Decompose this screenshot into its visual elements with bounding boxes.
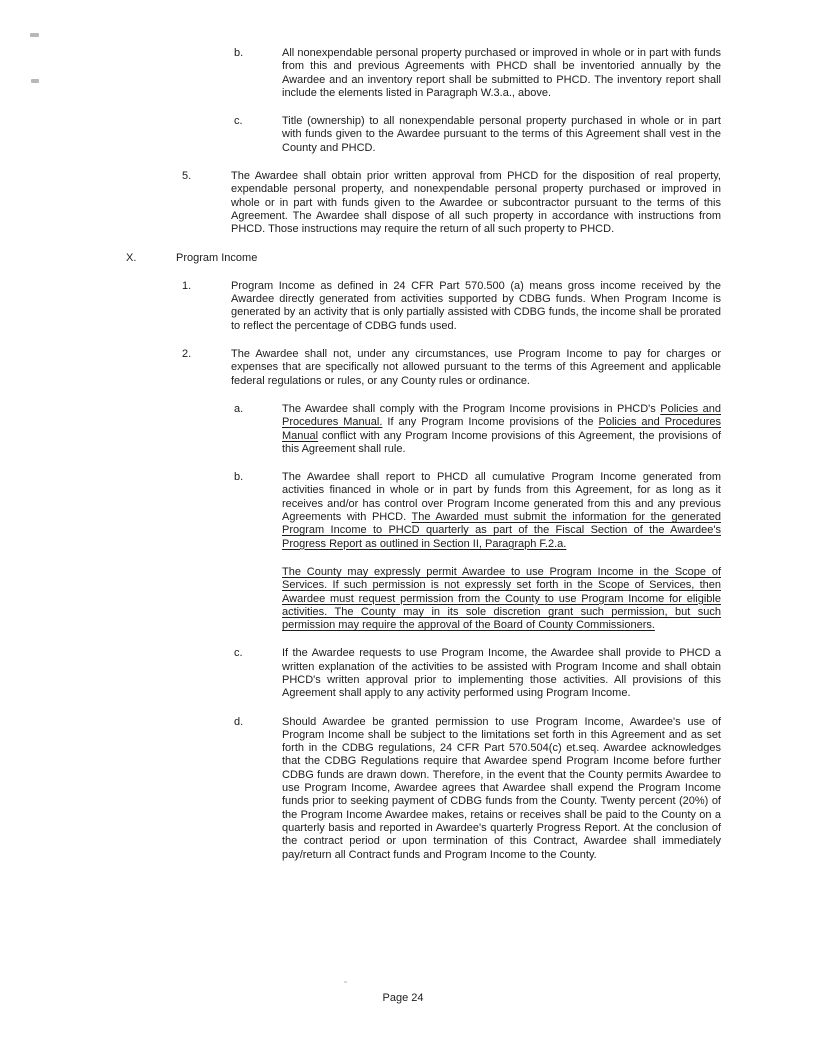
clause-x-1 [182, 280, 721, 333]
text-run: conflict with any Program Income provisions of this Agreement, the provisions of this Agreement shall rule. [282, 429, 721, 455]
clause-x-2-c [234, 647, 721, 700]
text-run: All nonexpendable personal property purchased or improved in whole or in part with funds from this and previous Agreements with PHCD shall be inventoried annually by the Awardee and an inventory report shall be submitted to PHCD. The inventory report shall include the elements listed in Paragraph W.3.a., above. [282, 47, 721, 99]
paragraph-text [282, 471, 721, 551]
paragraph-text [231, 348, 721, 388]
page-number: Page 24 [382, 992, 424, 1004]
item-label: c. [234, 647, 243, 660]
underlined-text-run: The Awarded must submit the information for the generated Program Income to PHCD quarterly as part of the Fiscal Section of the Awardee's Progress Report as outlined in Section II, Paragraph F.2.a. [282, 511, 721, 550]
clause-x-2-a [234, 403, 721, 456]
paragraph-text [231, 170, 721, 236]
clause-w-c [234, 115, 721, 155]
item-label [234, 566, 282, 632]
text-run: If the Awardee requests to use Program Income, the Awardee shall provide to PHCD a written explanation of the activities to be assisted with Program Income and shall obtain PHCD's written approval prior to implementing those activities. All provisions of this Agreement shall apply to any activity performed using Program Income. [282, 647, 721, 700]
paragraph-text [282, 647, 721, 700]
text-run: The Awardee shall report to PHCD all cumulative Program Income generated from activities financed in whole or in part by funds from this Agreement, for as long as it receives and/or has control over Program Income generated from this and any previous Agreements with PHCD. [282, 471, 721, 524]
paragraph-text [282, 716, 721, 862]
clause-x-2-b [234, 471, 721, 551]
item-label: 5. [182, 170, 192, 183]
item-label: 1. [182, 279, 192, 292]
text-run: Program Income [176, 251, 258, 264]
underlined-text-run: The County may expressly permit Awardee to use Program Income in the Scope of Services. If such permission is not expressly set forth in the Scope of Services, then Awardee must request permission from the County to use Program Income for eligible activities. The County may in its sole discretion grant such permission, but such permission may require the approval of the Board of County Commissioners. [282, 565, 721, 632]
text-run: If any Program Income provisions of the [382, 416, 599, 429]
item-label: b. [234, 47, 244, 59]
text-run: Program Income as defined in 24 CFR Part 570.500 (a) means gross income received by the Awardee directly generated from activities supported by CDBG funds. When Program Income is generated by an activity that is only partially assisted with CDBG funds, the income shall be prorated to reflect the percentage of CDBG funds used. [231, 279, 721, 332]
text-run: The Awardee shall comply with the Program Income provisions in PHCD's [282, 402, 661, 415]
item-label: a. [234, 402, 244, 415]
document-body [0, 47, 816, 877]
scan-artifact [30, 33, 39, 37]
item-label: d. [234, 715, 244, 728]
item-label: c. [234, 115, 243, 128]
clause-w-b [234, 47, 721, 100]
section-x-heading [126, 252, 721, 265]
paragraph-text [282, 566, 721, 632]
clause-x-2-b-continuation [234, 566, 721, 632]
paragraph-text [231, 280, 721, 333]
scan-artifact [344, 981, 347, 983]
clause-x-2-d [234, 716, 721, 862]
underlined-text-run: Policies and Procedures Manual [282, 416, 721, 442]
text-run: The Awardee shall not, under any circumstances, use Program Income to pay for charges or expenses that are specifically not allowed pursuant to the terms of this Agreement and applicable federal regulations or rules, or any County rules or ordinance. [231, 348, 721, 387]
text-run: Should Awardee be granted permission to use Program Income, Awardee's use of Program Income shall be subject to the limitations set forth in this Agreement and as set forth in the CDBG regulations, 24 CFR Part 570.504(c) et.seq. Awardee acknowledges that the CDBG Regulations require that Awardee spend Program Income before further CDBG funds are drawn down. Therefore, in the event that the County permits Awardee to use Program Income, Awardee agrees that Awardee shall expend the Program Income funds prior to seeking payment of CDBG funds from the County. Twenty percent (20%) of the Program Income Awardee makes, retains or receives shall be paid to the County on a quarterly basis and reported in Awardee's quarterly Progress Report. At the conclusion of the contract period or upon termination of this Contract, Awardee shall immediately pay/return all Contract funds and Program Income to the County. [282, 715, 721, 861]
clause-x-2 [182, 348, 721, 388]
clause-w-5 [182, 170, 721, 236]
paragraph-text [282, 47, 721, 100]
text-run: Title (ownership) to all nonexpendable personal property purchased in whole or in part with funds given to the Awardee pursuant to the terms of this Agreement shall vest in the County and PHCD. [282, 115, 721, 154]
section-title [176, 252, 721, 265]
paragraph-text [282, 115, 721, 155]
underlined-text-run: Policies and Procedures Manual. [282, 402, 721, 429]
item-label: 2. [182, 348, 192, 361]
section-label: X. [126, 251, 137, 264]
item-label: b. [234, 471, 244, 484]
text-run: The Awardee shall obtain prior written approval from PHCD for the disposition of real property, expendable personal property, and nonexpendable personal property purchased or improved in whole or in part with funds given to the Awardee or subcontractor pursuant to the terms of this Agreement. The Awardee shall dispose of all such property in accordance with instructions from PHCD. Those instructions may require the return of all such property to PHCD. [231, 170, 721, 236]
paragraph-text [282, 403, 721, 456]
